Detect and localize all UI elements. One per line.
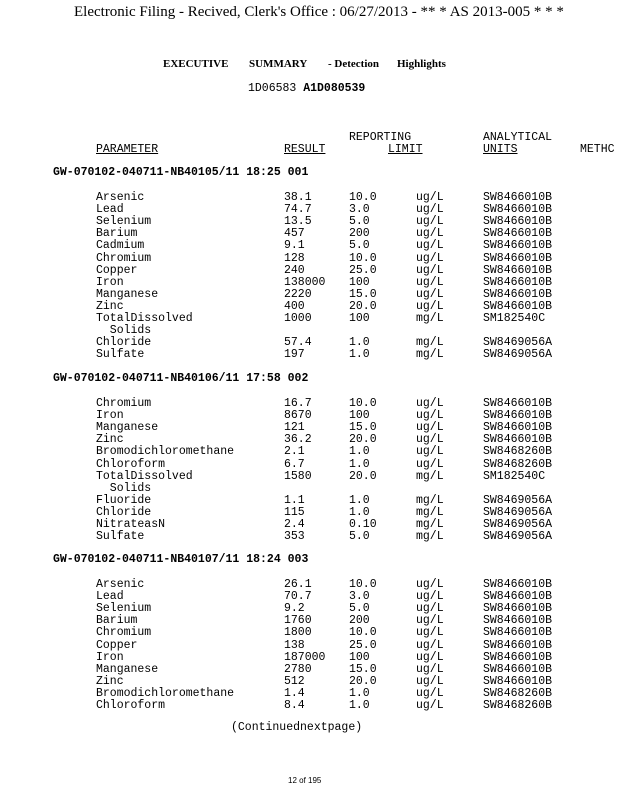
cell-parameter: Lead — [96, 203, 124, 217]
cell-units: ug/L — [416, 251, 444, 265]
cell-result: 16.7 — [284, 397, 312, 410]
cell-parameter: Bromodichloromethane — [96, 686, 235, 700]
cell-parameter: Chloroform — [96, 699, 166, 712]
cell-units: ug/L — [416, 421, 444, 435]
cell-method: SM182540C — [483, 312, 546, 325]
cell-parameter: Copper — [96, 638, 138, 652]
cell-limit: 1.0 — [349, 336, 370, 350]
cell-limit: 15.0 — [349, 287, 377, 301]
cell-result: 121 — [284, 421, 305, 435]
cell-limit: 25.0 — [349, 263, 377, 277]
continued-note: (Continuednextpage) — [231, 721, 363, 734]
cell-units: ug/L — [416, 614, 444, 628]
cell-limit: 10.0 — [349, 626, 377, 640]
cell-limit: 10.0 — [349, 251, 377, 265]
cell-units: ug/L — [416, 638, 444, 652]
cell-units: mg/L — [416, 336, 444, 350]
cell-method: SW8466010B — [483, 578, 553, 591]
cell-units: ug/L — [416, 578, 444, 591]
filing-header: Electronic Filing - Recived, Clerk's Office : 06/27/2013 - ** * AS 2013-005 * * * — [74, 4, 564, 20]
cell-limit: 200 — [349, 227, 370, 241]
cell-result: 1.4 — [284, 686, 305, 700]
cell-units: mg/L — [416, 493, 444, 507]
cell-limit: 15.0 — [349, 421, 377, 435]
col-limit: LIMIT — [388, 143, 423, 156]
cell-method: SW8466010B — [483, 275, 553, 289]
cell-parameter: Manganese — [96, 662, 159, 676]
cell-parameter: NitrateasN — [96, 518, 166, 531]
cell-limit: 100 — [349, 275, 370, 289]
cell-method: SW8466010B — [483, 215, 553, 229]
cell-result: 2780 — [284, 662, 312, 676]
cell-parameter: Arsenic — [96, 578, 145, 591]
cell-parameter: Sulfate — [96, 348, 145, 362]
cell-units: ug/L — [416, 445, 444, 459]
cell-result: 9.2 — [284, 602, 305, 616]
cell-parameter: Copper — [96, 263, 138, 277]
cell-limit: 10.0 — [349, 397, 377, 410]
cell-parameter: Lead — [96, 590, 124, 604]
cell-method: SW8468260B — [483, 699, 553, 712]
cell-result: 1.1 — [284, 493, 305, 507]
cell-parameter: TotalDissolved — [96, 469, 193, 483]
cell-limit: 5.0 — [349, 602, 370, 616]
cell-method: SW8466010B — [483, 251, 553, 265]
cell-result: 1800 — [284, 626, 312, 640]
cell-limit: 100 — [349, 650, 370, 664]
cell-units: ug/L — [416, 263, 444, 277]
cell-parameter: Selenium — [96, 215, 152, 229]
cell-units: ug/L — [416, 662, 444, 676]
cell-method: SW8469056A — [483, 505, 553, 519]
sample-label: GW-070102-040711-NB40106/11 17:58 — [53, 372, 281, 385]
cell-method: SW8469056A — [483, 348, 553, 362]
cell-parameter: Iron — [96, 650, 124, 664]
cell-units: ug/L — [416, 215, 444, 229]
cell-method: SW8466010B — [483, 299, 553, 313]
cell-parameter: Zinc — [96, 433, 124, 447]
cell-method: SW8466010B — [483, 421, 553, 435]
col-reporting: REPORTING — [349, 131, 412, 144]
cell-parameter: Cadmium — [96, 239, 145, 253]
cell-result: 1580 — [284, 469, 312, 483]
cell-limit: 15.0 — [349, 662, 377, 676]
cell-units: ug/L — [416, 686, 444, 700]
cell-limit: 20.0 — [349, 674, 377, 688]
cell-result: 74.7 — [284, 203, 312, 217]
cell-limit: 0.10 — [349, 518, 377, 531]
cell-limit: 100 — [349, 312, 370, 325]
cell-method: SW8466010B — [483, 227, 553, 241]
cell-result: 1000 — [284, 312, 312, 325]
cell-parameter: Zinc — [96, 674, 124, 688]
cell-parameter: Arsenic — [96, 191, 145, 204]
cell-result: 8670 — [284, 409, 312, 423]
cell-method: SW8468260B — [483, 445, 553, 459]
cell-parameter: Bromodichloromethane — [96, 445, 235, 459]
cell-parameter: Iron — [96, 409, 124, 423]
cell-result: 2.1 — [284, 445, 305, 459]
cell-units: ug/L — [416, 239, 444, 253]
cell-units: ug/L — [416, 590, 444, 604]
cell-units: ug/L — [416, 397, 444, 410]
cell-parameter: TotalDissolved — [96, 312, 193, 325]
cell-units: ug/L — [416, 191, 444, 204]
cell-result: 13.5 — [284, 215, 312, 229]
summary-label: SUMMARY — [249, 58, 308, 70]
cell-units: mg/L — [416, 312, 444, 325]
cell-limit: 25.0 — [349, 638, 377, 652]
sample-seq: 001 — [287, 166, 309, 179]
cell-result: 8.4 — [284, 699, 305, 712]
cell-units: mg/L — [416, 348, 444, 362]
cell-result: 2.4 — [284, 518, 305, 531]
cell-result: 38.1 — [284, 191, 312, 204]
cell-method: SW8469056A — [483, 493, 553, 507]
cell-units: ug/L — [416, 409, 444, 423]
executive-label: EXECUTIVE — [163, 58, 229, 70]
cell-result: 353 — [284, 530, 305, 544]
cell-parameter: Manganese — [96, 287, 159, 301]
sample-seq: 003 — [287, 553, 309, 566]
cell-parameter: Chloroform — [96, 457, 166, 471]
cell-units: mg/L — [416, 505, 444, 519]
cell-limit: 200 — [349, 614, 370, 628]
cell-limit: 20.0 — [349, 299, 377, 313]
cell-limit: 1.0 — [349, 505, 370, 519]
cell-result: 400 — [284, 299, 305, 313]
cell-parameter: Solids — [96, 481, 152, 495]
sample-header — [53, 554, 308, 566]
cell-limit: 100 — [349, 409, 370, 423]
cell-method: SW8466010B — [483, 287, 553, 301]
cell-method: SW8466010B — [483, 409, 553, 423]
cell-parameter: Chromium — [96, 397, 152, 410]
cell-result: 70.7 — [284, 590, 312, 604]
cell-result: 9.1 — [284, 239, 305, 253]
cell-method: SW8468260B — [483, 457, 553, 471]
cell-parameter: Manganese — [96, 421, 159, 435]
sample-seq: 002 — [287, 372, 309, 385]
cell-method: SW8466010B — [483, 433, 553, 447]
cell-units: ug/L — [416, 602, 444, 616]
cell-result: 138 — [284, 638, 305, 652]
cell-method: SM182540C — [483, 469, 546, 483]
cell-result: 57.4 — [284, 336, 312, 350]
cell-method: SW8466010B — [483, 602, 553, 616]
cell-method: SW8466010B — [483, 614, 553, 628]
cell-units: ug/L — [416, 433, 444, 447]
cell-parameter: Chloride — [96, 336, 152, 350]
col-parameter: PARAMETER — [96, 143, 159, 156]
sample-label: GW-070102-040711-NB40107/11 18:24 — [53, 553, 281, 566]
cell-method: SW8466010B — [483, 397, 553, 410]
sample-header — [53, 167, 308, 179]
cell-result: 2220 — [284, 287, 312, 301]
cell-limit: 20.0 — [349, 433, 377, 447]
cell-result: 138000 — [284, 275, 326, 289]
cell-result: 26.1 — [284, 578, 312, 591]
page-number: 12 of 195 — [288, 776, 322, 785]
cell-result: 36.2 — [284, 433, 312, 447]
cell-result: 115 — [284, 505, 305, 519]
cell-parameter: Iron — [96, 275, 124, 289]
cell-method: SW8466010B — [483, 626, 553, 640]
cell-units: ug/L — [416, 457, 444, 471]
cell-method: SW8466010B — [483, 203, 553, 217]
cell-parameter: Fluoride — [96, 493, 152, 507]
cell-units: ug/L — [416, 626, 444, 640]
cell-method: SW8469056A — [483, 530, 553, 544]
cell-method: SW8466010B — [483, 191, 553, 204]
cell-limit: 5.0 — [349, 239, 370, 253]
cell-result: 240 — [284, 263, 305, 277]
cell-units: ug/L — [416, 203, 444, 217]
sample-header — [53, 373, 308, 385]
cell-limit: 5.0 — [349, 530, 370, 544]
cell-limit: 1.0 — [349, 686, 370, 700]
cell-parameter: Chromium — [96, 626, 152, 640]
detection-label: - Detection — [328, 58, 380, 70]
report-id-1: 1D06583 — [248, 82, 297, 95]
cell-method: SW8469056A — [483, 518, 553, 531]
cell-method: SW8466010B — [483, 674, 553, 688]
cell-limit: 10.0 — [349, 578, 377, 591]
cell-units: ug/L — [416, 227, 444, 241]
cell-units: ug/L — [416, 287, 444, 301]
cell-method: SW8466010B — [483, 239, 553, 253]
cell-result: 187000 — [284, 650, 326, 664]
cell-result: 512 — [284, 674, 305, 688]
cell-parameter: Solids — [96, 324, 152, 338]
cell-limit: 1.0 — [349, 457, 370, 471]
cell-limit: 3.0 — [349, 590, 370, 604]
cell-parameter: Chromium — [96, 251, 152, 265]
col-analytical: ANALYTICAL — [483, 131, 553, 144]
cell-limit: 1.0 — [349, 348, 370, 362]
cell-result: 1760 — [284, 614, 312, 628]
cell-method: SW8466010B — [483, 590, 553, 604]
cell-result: 457 — [284, 227, 305, 241]
cell-parameter: Barium — [96, 227, 138, 241]
cell-method: SW8466010B — [483, 650, 553, 664]
cell-method: SW8468260B — [483, 686, 553, 700]
cell-units: ug/L — [416, 674, 444, 688]
cell-method: SW8469056A — [483, 336, 553, 350]
cell-result: 128 — [284, 251, 305, 265]
report-id-2: A1D080539 — [303, 82, 366, 95]
cell-method: SW8466010B — [483, 662, 553, 676]
cell-limit: 5.0 — [349, 215, 370, 229]
cell-parameter: Sulfate — [96, 530, 145, 544]
cell-units: ug/L — [416, 699, 444, 712]
cell-result: 6.7 — [284, 457, 305, 471]
cell-units: mg/L — [416, 518, 444, 531]
cell-method: SW8466010B — [483, 263, 553, 277]
cell-limit: 1.0 — [349, 493, 370, 507]
cell-parameter: Zinc — [96, 299, 124, 313]
cell-units: mg/L — [416, 469, 444, 483]
cell-parameter: Chloride — [96, 505, 152, 519]
sample-label: GW-070102-040711-NB40105/11 18:25 — [53, 166, 281, 179]
cell-limit: 3.0 — [349, 203, 370, 217]
cell-parameter: Barium — [96, 614, 138, 628]
cell-method: SW8466010B — [483, 638, 553, 652]
cell-units: ug/L — [416, 299, 444, 313]
cell-units: ug/L — [416, 650, 444, 664]
cell-limit: 10.0 — [349, 191, 377, 204]
cell-limit: 20.0 — [349, 469, 377, 483]
cell-limit: 1.0 — [349, 445, 370, 459]
col-units: UNITS — [483, 143, 518, 156]
col-result: RESULT — [284, 143, 326, 156]
cell-limit: 1.0 — [349, 699, 370, 712]
cell-result: 197 — [284, 348, 305, 362]
col-method: METHC — [580, 143, 615, 156]
highlights-label: Highlights — [397, 58, 446, 70]
cell-units: mg/L — [416, 530, 444, 544]
cell-parameter: Selenium — [96, 602, 152, 616]
cell-units: ug/L — [416, 275, 444, 289]
